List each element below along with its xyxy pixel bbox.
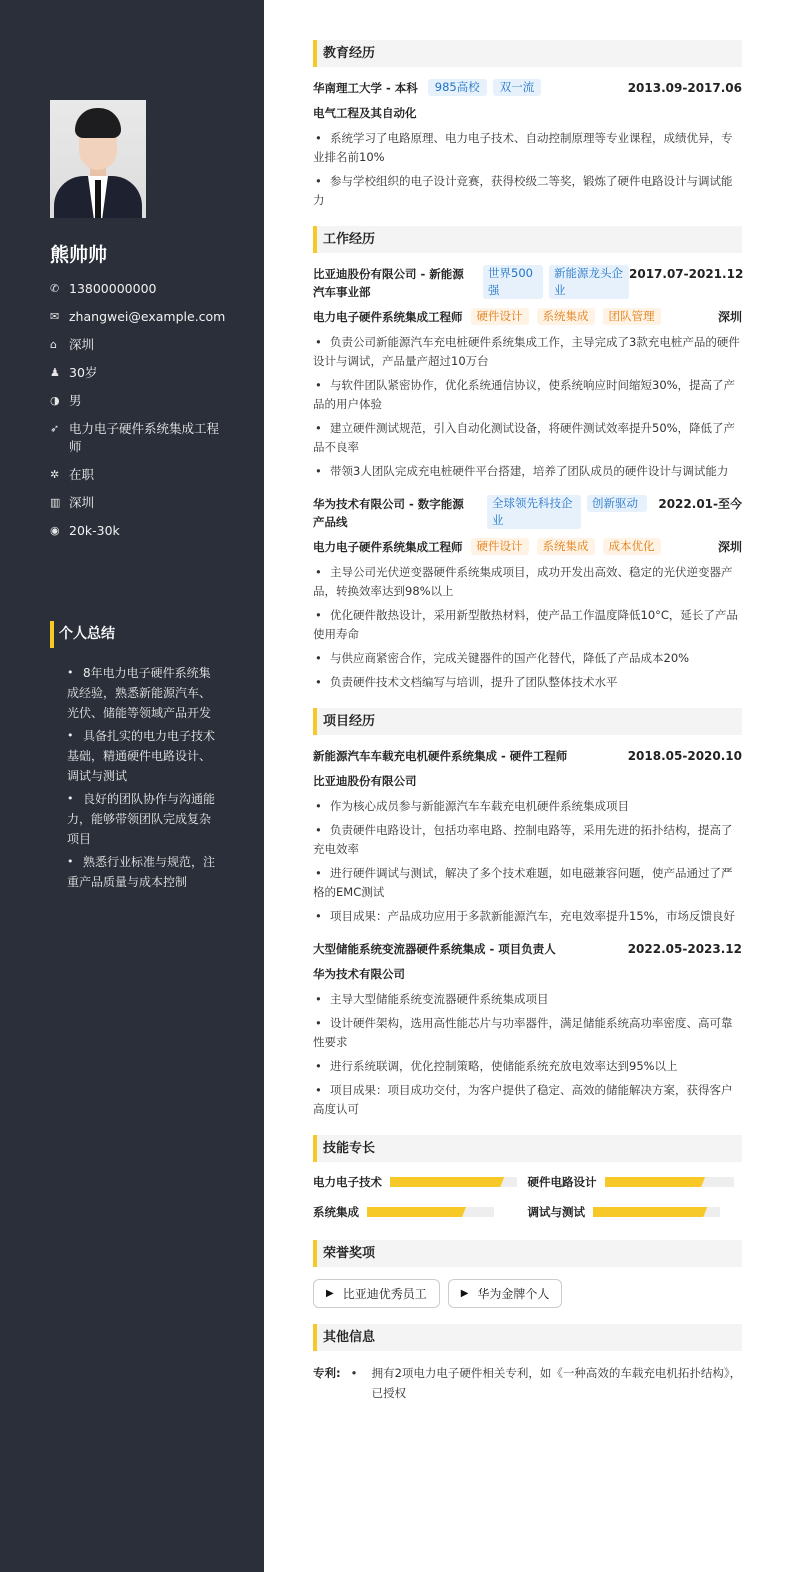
info-status [50, 466, 230, 484]
summary-item: • 8年电力电子硬件系统集成经验，熟悉新能源汽车、光伏、储能等领域产品开发 [67, 663, 217, 723]
play-icon: ▶ [460, 1288, 469, 1299]
company-name: 比亚迪股份有限公司 - 新能源汽车事业部 [313, 267, 464, 299]
job-position: 电力电子硬件系统集成工程师 [313, 540, 463, 554]
skill-bar-fill [593, 1207, 707, 1217]
info-age [50, 364, 230, 382]
job-skill-tag: 硬件设计 [471, 538, 529, 555]
job-entry [313, 495, 742, 692]
mail-icon: ✉ [50, 310, 60, 323]
projects-title: 项目经历 [313, 708, 742, 735]
honors-section [313, 1240, 742, 1308]
skill-bar-fill [367, 1207, 466, 1217]
company-tag: 新能源龙头企业 [549, 265, 629, 299]
project-items [313, 990, 742, 1119]
contact-info-list [50, 280, 230, 550]
skills-title: 技能专长 [313, 1135, 742, 1162]
salary-icon: ◉ [50, 524, 60, 537]
building-icon: ▥ [50, 496, 61, 509]
project-item: • 作为核心成员参与新能源汽车车载充电机硬件系统集成项目 [313, 797, 742, 816]
project-name: 大型储能系统变流器硬件系统集成 - 项目负责人 [313, 942, 556, 956]
job-duty: • 主导公司光伏逆变器硬件系统集成项目，成功开发出高效、稳定的光伏逆变器产品，转换效率达到98%以上 [313, 563, 742, 601]
job-position: 电力电子硬件系统集成工程师 [313, 310, 463, 324]
skills-grid [313, 1174, 742, 1234]
award-label: 华为金牌个人 [477, 1287, 550, 1301]
company-tag: 创新驱动 [587, 495, 647, 512]
skill-item [313, 1204, 528, 1220]
gender-icon: ◑ [50, 394, 60, 407]
award-chip[interactable] [448, 1279, 563, 1308]
skill-name: 硬件电路设计 [527, 1175, 597, 1189]
info-target-position [50, 420, 230, 456]
project-entry [313, 940, 742, 1119]
job-duties [313, 333, 742, 481]
info-email [50, 308, 230, 326]
info-target-position-text: 电力电子硬件系统集成工程师 [69, 421, 220, 454]
project-item: • 进行硬件调试与测试，解决了多个技术难题，如电磁兼容问题，使产品通过了严格的EMC测试 [313, 864, 742, 902]
job-duty: • 建立硬件测试规范，引入自动化测试设备，将硬件测试效率提升50%，降低了产品不良率 [313, 419, 742, 457]
status-icon: ✲ [50, 468, 60, 481]
info-salary-text: 20k-30k [69, 523, 120, 538]
skill-bar [390, 1177, 517, 1187]
education-item: • 系统学习了电路原理、电力电子技术、自动控制原理等专业课程，成绩优异，专业排名前10% [313, 129, 742, 167]
info-age-text: 30岁 [69, 365, 98, 380]
skill-bar-fill [390, 1177, 504, 1187]
play-icon: ▶ [326, 1288, 334, 1299]
home-icon: ⌂ [50, 338, 57, 351]
project-company: 华为技术有限公司 [313, 967, 405, 981]
job-date: 2022.01-至今 [658, 497, 742, 511]
job-entry [313, 265, 742, 481]
info-gender [50, 392, 230, 410]
job-skill-tag: 团队管理 [603, 308, 661, 325]
info-phone [50, 280, 230, 298]
summary-item: • 良好的团队协作与沟通能力，能够带领团队完成复杂项目 [67, 789, 217, 849]
major: 电气工程及其自动化 [313, 106, 417, 120]
project-item: • 负责硬件电路设计，包括功率电路、控制电路等，采用先进的拓扑结构，提高了充电效率 [313, 821, 742, 859]
work-title: 工作经历 [313, 226, 742, 253]
project-item: • 项目成果：产品成功应用于多款新能源汽车，充电效率提升15%，市场反馈良好 [313, 907, 742, 926]
skills-section [313, 1135, 742, 1234]
send-icon: ➶ [50, 422, 60, 435]
skill-name: 系统集成 [313, 1205, 359, 1219]
skill-item [313, 1174, 528, 1190]
job-duty: • 优化硬件散热设计，采用新型散热材料，使产品工作温度降低10°C，延长了产品使用寿命 [313, 606, 742, 644]
company-name: 华为技术有限公司 - 数字能源产品线 [313, 497, 464, 529]
award-label: 比亚迪优秀员工 [342, 1287, 427, 1301]
age-icon: ♟ [50, 366, 60, 379]
other-title: 其他信息 [313, 1324, 742, 1351]
profile-name: 熊帅帅 [50, 244, 108, 266]
info-salary [50, 522, 230, 540]
job-duty: • 负责公司新能源汽车充电桩硬件系统集成工作，主导完成了3款充电桩产品的硬件设计与调试，产品量产超过10万台 [313, 333, 742, 371]
job-date: 2017.07-2021.12 [629, 267, 744, 281]
job-skill-tag: 成本优化 [603, 538, 661, 555]
job-duty: • 与软件团队紧密协作，优化系统通信协议，使系统响应时间缩短30%，提高了产品的用户体验 [313, 376, 742, 414]
project-name: 新能源汽车车载充电机硬件系统集成 - 硬件工程师 [313, 749, 568, 763]
job-city: 深圳 [717, 310, 742, 324]
project-date: 2018.05-2020.10 [627, 749, 742, 763]
project-company: 比亚迪股份有限公司 [313, 774, 417, 788]
education-date: 2013.09-2017.06 [627, 81, 742, 95]
job-duty: • 带领3人团队完成充电桩硬件平台搭建，培养了团队成员的硬件设计与调试能力 [313, 462, 742, 481]
skill-name: 调试与测试 [527, 1205, 585, 1219]
skill-bar [367, 1207, 494, 1217]
sidebar [0, 0, 264, 1572]
company-tag: 世界500强 [483, 265, 543, 299]
job-duties [313, 563, 742, 692]
education-list [313, 129, 742, 210]
summary-item: • 熟悉行业标准与规范，注重产品质量与成本控制 [67, 852, 217, 892]
award-chip[interactable] [313, 1279, 440, 1308]
skill-name: 电力电子技术 [313, 1175, 382, 1189]
company-tag: 全球领先科技企业 [487, 495, 581, 529]
project-item: • 进行系统联调，优化控制策略，使储能系统充放电效率达到95%以上 [313, 1057, 742, 1076]
education-item: • 参与学校组织的电子设计竞赛，获得校级二等奖，锻炼了硬件电路设计与调试能力 [313, 172, 742, 210]
info-location-text: 深圳 [69, 337, 95, 352]
info-target-city-text: 深圳 [69, 495, 95, 510]
project-item: • 主导大型储能系统变流器硬件系统集成项目 [313, 990, 742, 1009]
info-email-text: zhangwei@example.com [69, 309, 226, 324]
education-title: 教育经历 [313, 40, 742, 67]
project-items [313, 797, 742, 926]
info-status-text: 在职 [69, 467, 95, 482]
other-value: • 拥有2项电力电子硬件相关专利，如《一种高效的车载充电机拓扑结构》，已授权 [349, 1363, 742, 1403]
main-content [313, 40, 742, 1419]
phone-icon: ✆ [50, 282, 60, 295]
other-key: 专利: [313, 1366, 341, 1380]
job-duty: • 负责硬件技术文档编写与培训，提升了团队整体技术水平 [313, 673, 742, 692]
skill-bar [605, 1177, 734, 1187]
education-section [313, 40, 742, 210]
avatar [50, 100, 146, 218]
other-section [313, 1324, 742, 1403]
project-item: • 设计硬件架构，选用高性能芯片与功率器件，满足储能系统高功率密度、高可靠性要求 [313, 1014, 742, 1052]
summary-title: 个人总结 [50, 621, 115, 648]
job-skill-tag: 系统集成 [537, 308, 595, 325]
skill-item [528, 1204, 743, 1220]
school-tag: 985高校 [428, 79, 487, 96]
summary-item: • 具备扎实的电力电子技术基础，精通硬件电路设计、调试与测试 [67, 726, 217, 786]
summary-list [67, 663, 217, 895]
projects-section [313, 708, 742, 1119]
job-skill-tag: 硬件设计 [471, 308, 529, 325]
info-location [50, 336, 230, 354]
skill-bar [593, 1207, 720, 1217]
info-gender-text: 男 [69, 393, 82, 408]
school-name: 华南理工大学 - 本科 [313, 81, 418, 95]
job-skill-tag: 系统集成 [537, 538, 595, 555]
skill-bar-fill [605, 1177, 706, 1187]
work-section [313, 226, 742, 692]
project-item: • 项目成果：项目成功交付，为客户提供了稳定、高效的储能解决方案，获得客户高度认可 [313, 1081, 742, 1119]
job-city: 深圳 [717, 540, 742, 554]
skill-item [528, 1174, 743, 1190]
honors-title: 荣誉奖项 [313, 1240, 742, 1267]
awards-list [313, 1279, 742, 1308]
info-phone-text: 13800000000 [69, 281, 157, 296]
job-duty: • 与供应商紧密合作，完成关键器件的国产化替代，降低了产品成本20% [313, 649, 742, 668]
project-date: 2022.05-2023.12 [627, 942, 742, 956]
info-target-city [50, 494, 230, 512]
school-tag: 双一流 [493, 79, 542, 96]
other-info-row [313, 1363, 742, 1403]
project-entry [313, 747, 742, 926]
